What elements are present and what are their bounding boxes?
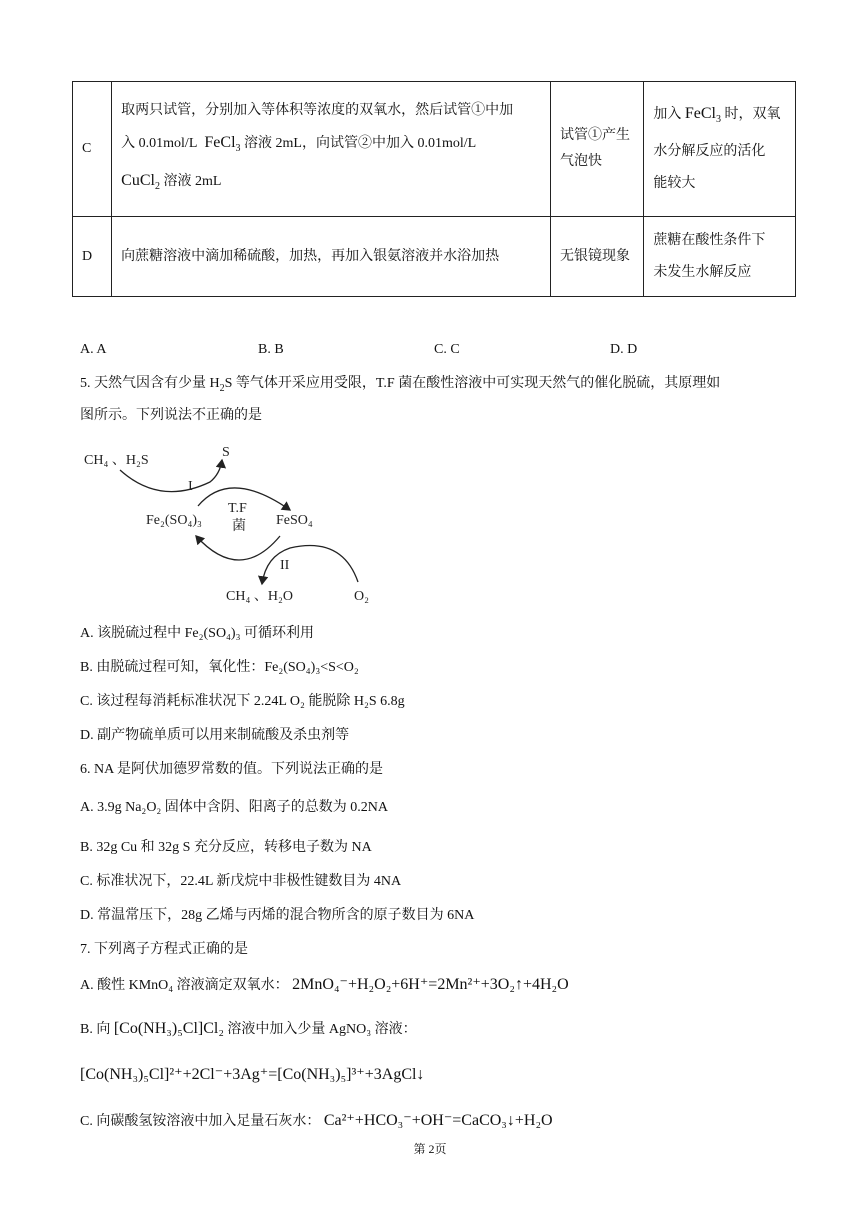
conclusion-line: 能较大	[653, 176, 696, 192]
q7-option-c-label: C. 向碳酸氢铵溶液中加入足量石灰水：	[80, 1114, 321, 1129]
operation-text: 入 0.01mol/L	[121, 135, 198, 151]
step-2-label: II	[280, 558, 290, 573]
step-1-label: I	[188, 479, 193, 494]
q5-stem	[80, 370, 790, 429]
operation-cell: 向蔗糖溶液中滴加稀硫酸，加热，再加入银氨溶液并水浴加热	[112, 217, 551, 297]
conclusion-line: 蔗糖在酸性条件下	[653, 232, 766, 248]
formula-text: FeCl	[684, 104, 716, 122]
choice-c: C. C	[434, 342, 460, 357]
formula	[684, 104, 721, 126]
q5-stem-text: S 等气体开采应用受限，T.F 菌在酸性溶液中可实现天然气的催化脱硫，其原理如	[224, 376, 721, 391]
formula	[204, 133, 241, 154]
q6-option-d: D. 常温常压下，28g 乙烯与丙烯的混合物所含的原子数目为 6NA	[80, 908, 475, 923]
q6-option-c: C. 标准状况下，22.4L 新戊烷中非极性键数目为 4NA	[80, 874, 402, 889]
input-bottom-label: O₂	[354, 589, 369, 604]
center-label-1: T.F	[228, 501, 247, 516]
q7-option-a-label: A. 酸性 KMnO₄ 溶液滴定双氧水：	[80, 978, 289, 993]
q7-option-b-label: B. 向	[80, 1022, 111, 1037]
option-cell: C	[73, 82, 112, 217]
operation-line	[121, 127, 541, 165]
table-row	[73, 217, 796, 297]
q5-option-b: B. 由脱硫过程可知，氧化性：Fe₂(SO₄)₃<S<O₂	[80, 660, 359, 675]
choice-a: A. A	[80, 342, 107, 357]
operation-cell	[112, 82, 551, 217]
right-compound: FeSO₄	[276, 513, 313, 528]
option-cell: D	[73, 217, 112, 297]
step-2-side-arrow	[262, 546, 358, 584]
conclusion-line	[653, 98, 786, 136]
phenomenon-cell: 无银镜现象	[550, 217, 643, 297]
operation-line: 取两只试管，分别加入等体积等浓度的双氧水，然后试管①中加	[121, 102, 514, 118]
left-compound: Fe₂(SO₄)₃	[146, 513, 202, 528]
q7-option-b	[80, 1018, 417, 1038]
q6-stem: 6. NA 是阿伏加德罗常数的值。下列说法正确的是	[80, 762, 383, 777]
operation-text: 溶液 2mL	[163, 174, 222, 189]
output-top-label: S	[222, 445, 230, 460]
q5-option-d: D. 副产物硫单质可以用来制硫酸及杀虫剂等	[80, 728, 350, 743]
input-top-label: CH₄ 、H₂S	[84, 453, 149, 468]
page-number: 第 2页	[413, 1142, 447, 1156]
conclusion-line: 水分解反应的活化	[653, 144, 766, 160]
conclusion-line: 未发生水解反应	[653, 264, 752, 280]
cycle-arrow-bottom	[196, 536, 280, 560]
desulfurization-diagram	[80, 436, 380, 608]
conclusion-cell	[644, 82, 796, 217]
q5-option-c: C. 该过程每消耗标准状况下 2.24L O₂ 能脱除 H₂S 6.8g	[80, 694, 405, 709]
table-row	[73, 82, 796, 217]
formula-text: FeCl	[204, 133, 236, 151]
conclusion-cell	[644, 217, 796, 297]
formula-sub: 3	[235, 143, 241, 154]
output-bottom-label: CH₄ 、H₂O	[226, 589, 293, 604]
operation-text: 溶液 2mL，向试管②中加入 0.01mol/L	[244, 135, 477, 151]
experiment-table	[72, 81, 796, 297]
q7-option-b-complex: [Co(NH₃)₅Cl]Cl₂	[113, 1020, 224, 1037]
formula	[121, 172, 160, 193]
q7-option-c	[80, 1110, 553, 1130]
q7-option-c-equation: Ca²⁺+HCO₃⁻+OH⁻=CaCO₃↓+H₂O	[323, 1112, 553, 1129]
conclusion-text: 时，双氧	[724, 106, 781, 122]
q5-stem-line	[80, 370, 790, 402]
q5-stem-text: 5. 天然气因含有少量 H	[80, 376, 220, 391]
q7-option-a-equation: 2MnO₄⁻+H₂O₂+6H⁺=2Mn²⁺+3O₂↑+4H₂O	[292, 976, 569, 993]
q5-stem-sub: 2	[219, 382, 225, 394]
operation-line	[121, 165, 541, 203]
conclusion-text: 加入	[653, 106, 682, 122]
choice-d: D. D	[610, 342, 638, 357]
q5-stem-line: 图所示。下列说法不正确的是	[80, 407, 262, 423]
q5-option-a: A. 该脱硫过程中 Fe₂(SO₄)₃ 可循环利用	[80, 626, 314, 641]
center-label-2: 菌	[232, 519, 246, 534]
formula-sub: 3	[715, 114, 721, 126]
choice-b: B. B	[258, 342, 284, 357]
q7-option-a	[80, 974, 569, 994]
q6-option-a: A. 3.9g Na₂O₂ 固体中含阴、阳离子的总数为 0.2NA	[80, 800, 389, 815]
formula-sub: 2	[154, 181, 160, 193]
formula-text: CuCl	[121, 172, 155, 189]
q7-option-b-equation: [Co(NH₃)₅Cl]²⁺+2Cl⁻+3Ag⁺=[Co(NH₃)₅]³⁺+3AgCl↓	[80, 1066, 425, 1083]
q7-stem: 7. 下列离子方程式正确的是	[80, 942, 248, 957]
q6-option-b: B. 32g Cu 和 32g S 充分反应，转移电子数为 NA	[80, 840, 372, 855]
phenomenon-cell: 试管①产生气泡快	[550, 82, 643, 217]
q7-option-b-text: 溶液中加入少量 AgNO₃ 溶液：	[227, 1022, 417, 1037]
